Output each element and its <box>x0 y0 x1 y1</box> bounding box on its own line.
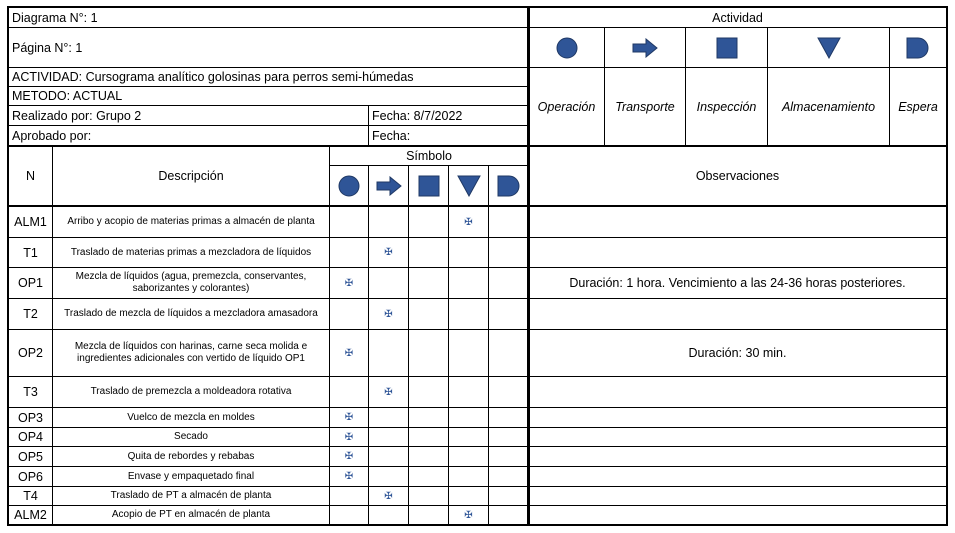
symbol-cell <box>488 407 529 428</box>
symbol-cell <box>368 376 409 408</box>
symbol-cell <box>448 267 489 299</box>
legend-delay-symbol <box>889 27 947 68</box>
step-observation <box>528 486 947 506</box>
d-shape-icon <box>906 37 930 59</box>
step-description: Quita de rebordes y rebabas <box>52 446 330 467</box>
step-observation <box>528 427 947 447</box>
step-number: ALM1 <box>8 206 53 238</box>
symbol-cell <box>408 466 449 487</box>
legend-storage-label: Almacenamiento <box>767 67 890 146</box>
symbol-cell <box>408 237 449 268</box>
symbol-cell <box>329 267 369 299</box>
step-observation: Duración: 30 min. <box>528 329 947 377</box>
column-header-symbol: Símbolo <box>329 146 529 166</box>
symbol-cell <box>448 427 489 447</box>
symbol-cell <box>488 267 529 299</box>
activity-panel-title: Actividad <box>528 7 947 28</box>
step-number: T3 <box>8 376 53 408</box>
step-mark-icon: ✠ <box>384 490 393 502</box>
legend-delay-label: Espera <box>889 67 947 146</box>
step-number: OP4 <box>8 427 53 447</box>
symbol-cell <box>368 329 409 377</box>
header-delay-symbol <box>488 165 529 206</box>
symbol-cell <box>408 206 449 238</box>
legend-storage-symbol <box>767 27 890 68</box>
symbol-cell <box>448 407 489 428</box>
step-mark-icon: ✠ <box>464 509 473 521</box>
symbol-cell <box>368 407 409 428</box>
step-mark-icon: ✠ <box>344 451 354 462</box>
step-description: Vuelco de mezcla en moldes <box>52 407 330 428</box>
symbol-cell <box>448 466 489 487</box>
symbol-cell <box>408 486 449 506</box>
symbol-cell <box>408 329 449 377</box>
square-icon <box>716 37 738 59</box>
d-shape-icon <box>497 175 521 197</box>
step-number: T1 <box>8 237 53 268</box>
step-mark-icon: ✠ <box>344 277 354 289</box>
header-transport-symbol <box>368 165 409 206</box>
symbol-cell <box>448 486 489 506</box>
symbol-cell <box>329 446 369 467</box>
step-description: Traslado de PT a almacén de planta <box>52 486 330 506</box>
step-observation <box>528 505 947 525</box>
symbol-cell <box>448 446 489 467</box>
column-header-n: N <box>8 146 53 206</box>
method-label: METODO: ACTUAL <box>8 86 529 106</box>
symbol-cell <box>488 466 529 487</box>
symbol-cell <box>408 427 449 447</box>
step-description: Traslado de materias primas a mezcladora de líquidos <box>52 237 330 268</box>
step-number: OP6 <box>8 466 53 487</box>
symbol-cell <box>408 407 449 428</box>
made-by-label: Realizado por: Grupo 2 <box>8 105 369 126</box>
symbol-cell <box>408 267 449 299</box>
symbol-cell <box>408 505 449 525</box>
triangle-down-icon <box>817 37 841 59</box>
symbol-cell <box>368 298 409 330</box>
step-description: Secado <box>52 427 330 447</box>
symbol-cell <box>329 486 369 506</box>
symbol-cell <box>448 298 489 330</box>
step-number: OP3 <box>8 407 53 428</box>
symbol-cell <box>368 427 409 447</box>
date-made: Fecha: 8/7/2022 <box>368 105 529 126</box>
legend-transport-symbol <box>604 27 686 68</box>
legend-operation-symbol <box>528 27 605 68</box>
header-inspection-symbol <box>408 165 449 206</box>
step-number: OP2 <box>8 329 53 377</box>
symbol-cell <box>408 376 449 408</box>
step-mark-icon: ✠ <box>344 431 354 443</box>
step-observation <box>528 407 947 428</box>
column-header-observations: Observaciones <box>528 146 947 206</box>
step-description: Mezcla de líquidos (agua, premezcla, conservantes, saborizantes y colorantes) <box>52 267 330 299</box>
step-observation <box>528 298 947 330</box>
step-number: OP5 <box>8 446 53 467</box>
step-observation <box>528 446 947 467</box>
step-mark-icon: ✠ <box>344 412 354 423</box>
symbol-cell <box>368 486 409 506</box>
symbol-cell <box>368 206 409 238</box>
step-observation <box>528 206 947 238</box>
triangle-down-icon <box>457 175 481 197</box>
step-mark-icon: ✠ <box>344 347 354 359</box>
symbol-cell <box>488 237 529 268</box>
step-mark-icon: ✠ <box>384 308 393 320</box>
symbol-cell <box>408 446 449 467</box>
symbol-cell <box>329 466 369 487</box>
step-mark-icon: ✠ <box>464 216 473 228</box>
symbol-cell <box>329 237 369 268</box>
square-icon <box>418 175 440 197</box>
symbol-cell <box>448 206 489 238</box>
step-description: Acopio de PT en almacén de planta <box>52 505 330 525</box>
step-number: OP1 <box>8 267 53 299</box>
diagram-number: Diagrama N°: 1 <box>8 7 529 28</box>
arrow-right-icon <box>632 38 658 58</box>
symbol-cell <box>329 298 369 330</box>
symbol-cell <box>488 329 529 377</box>
symbol-cell <box>488 427 529 447</box>
symbol-cell <box>488 446 529 467</box>
approved-by-label: Aprobado por: <box>8 125 369 146</box>
symbol-cell <box>488 486 529 506</box>
step-number: T4 <box>8 486 53 506</box>
arrow-right-icon <box>376 176 402 196</box>
symbol-cell <box>329 206 369 238</box>
step-observation <box>528 237 947 268</box>
symbol-cell <box>488 505 529 525</box>
legend-transport-label: Transporte <box>604 67 686 146</box>
legend-inspection-symbol <box>685 27 768 68</box>
date-approved: Fecha: <box>368 125 529 146</box>
step-mark-icon: ✠ <box>384 386 393 398</box>
symbol-cell <box>448 237 489 268</box>
symbol-cell <box>368 237 409 268</box>
step-description: Arribo y acopio de materias primas a almacén de planta <box>52 206 330 238</box>
step-description: Traslado de premezcla a moldeadora rotativa <box>52 376 330 408</box>
symbol-cell <box>368 267 409 299</box>
symbol-cell <box>488 298 529 330</box>
symbol-cell <box>368 505 409 525</box>
symbol-cell <box>368 446 409 467</box>
header-operation-symbol <box>329 165 369 206</box>
step-description: Mezcla de líquidos con harinas, carne seca molida e ingredientes adicionales con vertido de líquido OP1 <box>52 329 330 377</box>
symbol-cell <box>329 376 369 408</box>
step-observation: Duración: 1 hora. Vencimiento a las 24-36 horas posteriores. <box>528 267 947 299</box>
symbol-cell <box>329 427 369 447</box>
page-number: Página N°: 1 <box>8 27 529 68</box>
step-observation <box>528 376 947 408</box>
step-number: T2 <box>8 298 53 330</box>
symbol-cell <box>329 505 369 525</box>
step-number: ALM2 <box>8 505 53 525</box>
step-description: Traslado de mezcla de líquidos a mezcladora amasadora <box>52 298 330 330</box>
symbol-cell <box>408 298 449 330</box>
symbol-cell <box>488 376 529 408</box>
symbol-cell <box>448 329 489 377</box>
symbol-cell <box>448 505 489 525</box>
column-header-description: Descripción <box>52 146 330 206</box>
step-description: Envase y empaquetado final <box>52 466 330 487</box>
circle-icon <box>555 36 579 60</box>
legend-operation-label: Operación <box>528 67 605 146</box>
symbol-cell <box>368 466 409 487</box>
symbol-cell <box>329 407 369 428</box>
symbol-cell <box>448 376 489 408</box>
symbol-cell <box>329 329 369 377</box>
activity-title: ACTIVIDAD: Cursograma analítico golosinas para perros semi-húmedas <box>8 67 529 87</box>
legend-inspection-label: Inspección <box>685 67 768 146</box>
step-mark-icon: ✠ <box>344 471 354 482</box>
step-mark-icon: ✠ <box>384 247 393 258</box>
symbol-cell <box>488 206 529 238</box>
step-observation <box>528 466 947 487</box>
header-storage-symbol <box>448 165 489 206</box>
circle-icon <box>337 174 361 198</box>
